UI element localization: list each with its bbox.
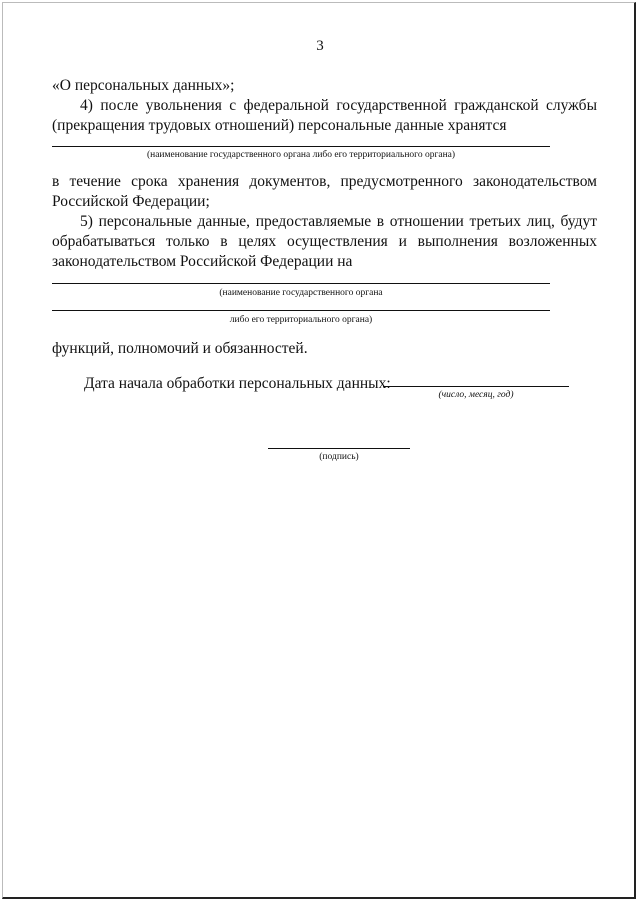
- text-line-storage-period: в течение срока хранения документов, предусмотренного законодательством: [52, 173, 597, 190]
- date-caption: (число, месяц, год): [438, 390, 514, 400]
- caption-authority-2: (наименование государственного органа: [219, 288, 383, 298]
- caption-authority: (наименование государственного органа либо его территориального органа): [146, 150, 456, 160]
- caption-authority-3: либо его территориального органа): [229, 315, 373, 325]
- text-line-item-5: 5) персональные данные, предоставляемые в отношении третьих лиц, будут: [80, 213, 597, 230]
- fill-line-authority-2: [52, 283, 550, 284]
- signature-fill-line: [268, 448, 410, 449]
- page-number: 3: [316, 38, 324, 54]
- date-fill-line: [383, 386, 569, 387]
- text-line-personal-data-law: «О персональных данных»;: [52, 77, 235, 94]
- date-label: Дата начала обработки персональных данных:: [84, 375, 391, 392]
- signature-caption: (подпись): [319, 452, 359, 462]
- text-line-item-4: 4) после увольнения с федеральной государственной гражданской службы: [80, 97, 597, 114]
- text-line-item-5-cont: обрабатываться только в целях осуществления и выполнения возложенных: [52, 233, 597, 250]
- text-line-item-5-end: законодательством Российской Федерации на: [52, 253, 353, 270]
- fill-line-authority-3: [52, 310, 550, 311]
- text-line-item-4-cont: (прекращения трудовых отношений) персональные данные хранятся: [52, 117, 507, 134]
- fill-line-authority: [52, 146, 550, 147]
- text-line-functions: функций, полномочий и обязанностей.: [52, 340, 308, 357]
- text-line-russian-federation: Российской Федерации;: [52, 193, 210, 210]
